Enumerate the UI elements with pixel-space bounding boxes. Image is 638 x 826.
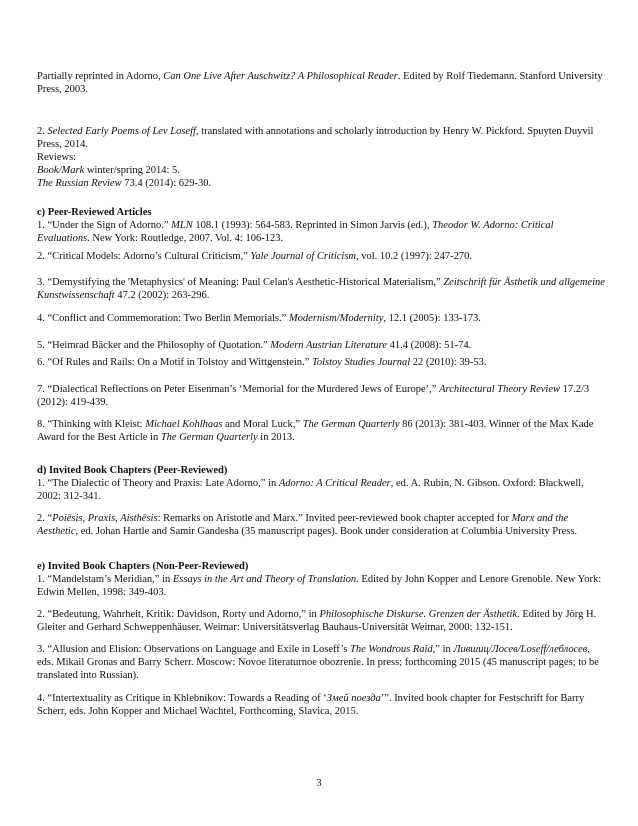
list-item: 2. “Bedeutung, Wahrheit, Kritik: Davidson, Rorty und Adorno,” in Philosophische Diskurse. Grenzen der Ästhetik. Edited by Jörg H. Gleiter and Gerhard Schweppenhäuser. Weimar: Universitätsverlag Bauhaus-Universität Weimar, 2000: 132-151. xyxy=(37,609,597,633)
list-item: 8. “Thinking with Kleist: Michael Kohlhaas and Moral Luck,” The German Quarterly 86 (2013): 381-403. Winner of the Max Kade Award for the Best Article in The German Quarterly in 2013. xyxy=(37,419,594,443)
section-heading: d) Invited Book Chapters (Peer-Reviewed) xyxy=(37,465,228,476)
list-item: 1. “Mandelstam’s Meridian,” in Essays in the Art and Theory of Translation. Edited by John Kopper and Lenore Grenoble. New York: Edwin Mellen, 1998: 349-403. xyxy=(37,574,602,598)
section-heading: c) Peer-Reviewed Articles xyxy=(37,207,152,218)
section-heading: e) Invited Book Chapters (Non-Peer-Reviewed) xyxy=(37,561,249,572)
text: 73.4 (2014): 629-30. xyxy=(121,178,212,189)
text: winter/spring 2014: 5. xyxy=(84,165,180,176)
journal-title: Book/Mark xyxy=(37,165,85,176)
book-entry-2 xyxy=(37,125,607,190)
list-item: 2. “Critical Models: Adorno’s Cultural Criticism,” Yale Journal of Criticism, vol. 10.2 (1997): 247-270. xyxy=(37,251,473,262)
list-item: 7. “Dialectical Reflections on Peter Eisenman’s ‘Memorial for the Murdered Jews of Europe’,” Architectural Theory Review 17.2/3 (2012): 419-439. xyxy=(37,384,590,408)
page-number: 3 xyxy=(316,778,322,789)
list-item: 3. “Demystifying the 'Metaphysics' of Meaning: Paul Celan's Aesthetic-Historical Materialism,” Zeitschrift für Ästhetik und allgemeine Kunstwissenschaft 47.2 (2002): 263-296. xyxy=(37,277,605,301)
list-item: 4. “Intertextuality as Critique in Khlebnikov: Towards a Reading of ‘Змей поезда’”. Invited book chapter for Festschrift for Barry Scherr, eds. John Kopper and Michael Wachtel, Forthcoming, Slavica, 2015. xyxy=(37,693,585,717)
book-title: Selected Early Poems of Lev Loseff xyxy=(47,126,196,137)
list-item: 4. “Conflict and Commemoration: Two Berlin Memorials.” Modernism/Modernity, 12.1 (2005): 133-173. xyxy=(37,313,481,324)
entry-number: 2. xyxy=(37,126,48,137)
list-item: 3. “Allusion and Elision: Observations on Language and Exile in Loseff’s The Wondrous Raid,” in Лившиц/Лосев/Loseff/леблосев, eds. Mikail Gronas and Barry Scherr. Moscow: Novoe literaturnoe obozrenie. In press; forthcoming 2015 (45 manuscript pages; to be translated into Russian). xyxy=(37,644,599,681)
intro-paragraph xyxy=(37,70,607,96)
book-title: Can One Live After Auschwitz? A Philosophical Reader xyxy=(163,71,398,82)
list-item: 2. “Poiēsis, Praxis, Aisthēsis: Remarks on Aristotle and Marx.” Invited peer-reviewed book chapter accepted for Marx and the Aesthetic, ed. Johan Hartle and Samir Gandesha (35 manuscript pages). Book under consideration at Columbia University Press. xyxy=(37,513,578,537)
list-item: 5. “Heimrad Bäcker and the Philosophy of Quotation.” Modern Austrian Literature 41.4 (2008): 51-74. xyxy=(37,340,472,351)
list-item: 1. “Under the Sign of Adorno.” MLN 108.1 (1993): 564-583. Reprinted in Simon Jarvis (ed.), Theodor W. Adorno: Critical Evaluations. New York: Routledge, 2007. Vol. 4: 106-123. xyxy=(37,220,554,244)
text: Partially reprinted in Adorno, xyxy=(37,71,164,82)
reviews-label: Reviews: xyxy=(37,152,77,163)
text: . Edited by Rolf Tiedemann. Stanford University Press, 2003. xyxy=(37,71,603,95)
list-item: 1. “The Dialectic of Theory and Praxis: Late Adorno,” in Adorno: A Critical Reader, ed. A. Rubin, N. Gibson. Oxford: Blackwell, 2002: 312-341. xyxy=(37,478,584,502)
list-item: 6. “Of Rules and Rails: On a Motif in Tolstoy and Wittgenstein.” Tolstoy Studies Journal 22 (2010): 39-53. xyxy=(37,357,487,368)
journal-title: The Russian Review xyxy=(37,178,122,189)
text: , translated with annotations and scholarly introduction by Henry W. Pickford. Spuyten Duyvil Press, 2014. xyxy=(37,126,594,150)
